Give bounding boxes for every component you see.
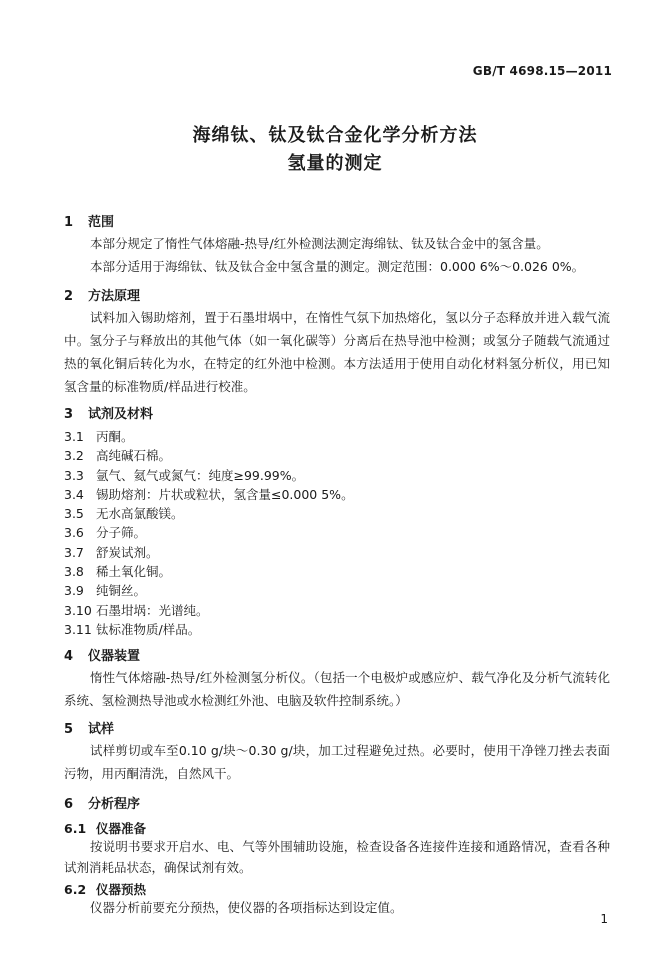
paragraph: 按说明书要求开启水、电、气等外围辅助设施，检查设备各连接件连接和通路情况，查看各种试剂消耗品状态，确保试剂有效。 (64, 839, 610, 875)
document-title (0, 122, 670, 178)
list-item: 3.3 氩气、氦气或氮气：纯度≥99.99%。 (64, 467, 305, 483)
paragraph: 仪器分析前要充分预热，使仪器的各项指标达到设定值。 (90, 900, 403, 915)
section-1-heading (64, 211, 114, 230)
section-3-heading (64, 403, 153, 422)
paragraph: 试样剪切或车至0.10 g/块～0.30 g/块，加工过程避免过热。必要时，使用干净锉刀挫去表面污物，用丙酮清洗，自然风干。 (64, 743, 610, 781)
page-number: 1 (600, 912, 608, 926)
section-5-heading (64, 718, 114, 737)
list-item: 3.4 锡助熔剂：片状或粒状，氢含量≤0.000 5%。 (64, 486, 354, 502)
section-1-body (64, 232, 610, 278)
subsection-6-1-heading (64, 819, 146, 837)
paragraph: 试料加入锡助熔剂，置于石墨坩埚中，在惰性气氛下加热熔化，氢以分子态释放并进入载气流中。氢分子与释放出的其他气体（如一氧化碳等）分离后在热导池中检测；或氢分子随载气流通过热的氧化铜后转化为水，在特定的红外池中检测。本方法适用于使用自动化材料氢分析仪，用已知氢含量的标准物质/样品进行校准。 (64, 310, 610, 394)
section-title: 试剂及材料 (88, 407, 154, 422)
section-number: 1 (64, 215, 74, 230)
section-number: 6 (64, 797, 74, 812)
section-2-body (64, 306, 610, 398)
paragraph: 本部分规定了惰性气体熔融-热导/红外检测法测定海绵钛、钛及钛合金中的氢含量。 (90, 236, 549, 251)
section-4-body (64, 666, 610, 712)
section-title: 试样 (88, 722, 115, 737)
subsection-6-2-body (64, 897, 610, 918)
list-item: 3.7 舒炭试剂。 (64, 544, 159, 560)
subsection-number: 6.2 (64, 882, 87, 897)
section-number: 3 (64, 407, 74, 422)
subsection-number: 6.1 (64, 821, 87, 836)
standard-code: GB/T 4698.15—2011 (472, 64, 612, 78)
list-item: 3.9 纯铜丝。 (64, 583, 147, 599)
section-title: 仪器装置 (88, 649, 141, 664)
section-2-heading (64, 285, 140, 304)
list-item: 3.6 分子筛。 (64, 525, 147, 541)
subsection-6-1-body (64, 836, 610, 878)
list-item: 3.1 丙酮。 (64, 429, 134, 444)
section-title: 分析程序 (88, 797, 141, 812)
list-item: 3.8 稀土氧化铜。 (64, 564, 172, 580)
list-item: 3.2 高纯碱石棉。 (64, 448, 172, 464)
section-title: 方法原理 (88, 289, 141, 304)
subsection-title: 仪器准备 (96, 821, 147, 836)
list-item: 3.10 石墨坩埚：光谱纯。 (64, 602, 209, 618)
list-item: 3.11 钛标准物质/样品。 (64, 621, 201, 637)
section-number: 2 (64, 289, 74, 304)
section-title: 范围 (88, 215, 115, 230)
title-line-2: 氢量的测定 (287, 153, 383, 174)
section-number: 4 (64, 649, 74, 664)
section-number: 5 (64, 722, 74, 737)
section-4-heading (64, 645, 140, 664)
reagent-list (64, 427, 610, 639)
title-line-1: 海绵钛、钛及钛合金化学分析方法 (192, 125, 478, 146)
section-5-body (64, 739, 610, 785)
paragraph: 本部分适用于海绵钛、钛及钛合金中氢含量的测定。测定范围：0.000 6%～0.026 0%。 (90, 259, 585, 274)
section-6-heading (64, 793, 140, 812)
paragraph: 惰性气体熔融-热导/红外检测氢分析仪。（包括一个电极炉或感应炉、载气净化及分析气流转化系统、氢检测热导池或水检测红外池、电脑及软件控制系统。） (64, 670, 610, 708)
subsection-6-2-heading (64, 880, 146, 898)
subsection-title: 仪器预热 (96, 882, 147, 897)
list-item: 3.5 无水高氯酸镁。 (64, 506, 184, 522)
